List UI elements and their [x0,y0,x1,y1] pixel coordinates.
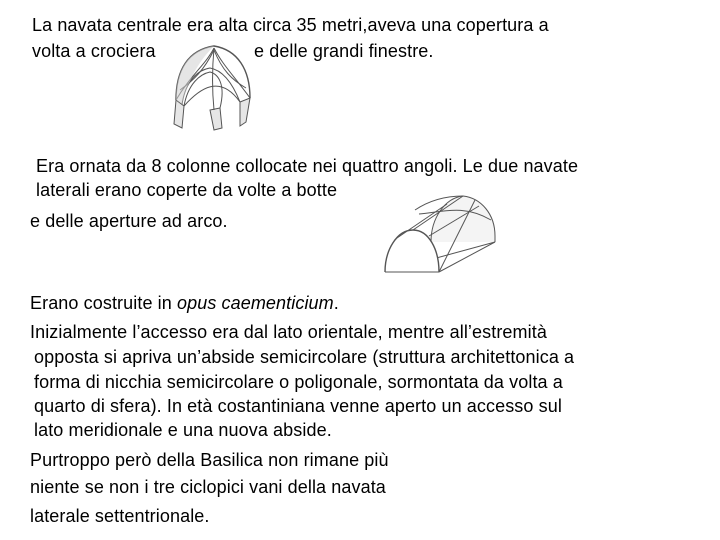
paragraph5-line2: niente se non i tre ciclopici vani della navata [30,477,386,497]
paragraph3-line1 [30,292,339,314]
paragraph1-line2-right: e delle grandi finestre. [254,41,434,61]
paragraph4-line2: opposta si apriva un’abside semicircolare (struttura architettonica a [34,347,575,367]
opus-caementicium-term: opus caementicium [176,293,334,313]
paragraph2-line3: e delle aperture ad arco. [30,211,228,231]
paragraph4-line3: forma di nicchia semicircolare o poligonale, sormontata da volta a [34,372,563,392]
barrel-vault-drawing-icon [383,190,499,276]
cross-vault-drawing-icon [170,40,254,132]
paragraph2-line2: laterali erano coperte da volte a botte [36,180,338,200]
paragraph4-line5: lato meridionale e una nuova abside. [34,420,332,440]
paragraph5-line1: Purtroppo però della Basilica non rimane più [30,450,389,470]
paragraph1-line2-left: volta a crociera [32,41,156,61]
paragraph4-line1: Inizialmente l’accesso era dal lato orientale, mentre all’estremità [30,322,547,342]
paragraph2-line1: Era ornata da 8 colonne collocate nei quattro angoli. Le due navate [36,156,579,176]
paragraph5-line3: laterale settentrionale. [30,506,210,526]
paragraph4-line4: quarto di sfera). In età costantiniana venne aperto un accesso sul [34,396,562,416]
paragraph1-line1: La navata centrale era alta circa 35 metri,aveva una copertura a [32,15,549,35]
paragraph3-suffix: . [333,293,339,313]
paragraph3-prefix: Erano costruite in [30,293,177,313]
